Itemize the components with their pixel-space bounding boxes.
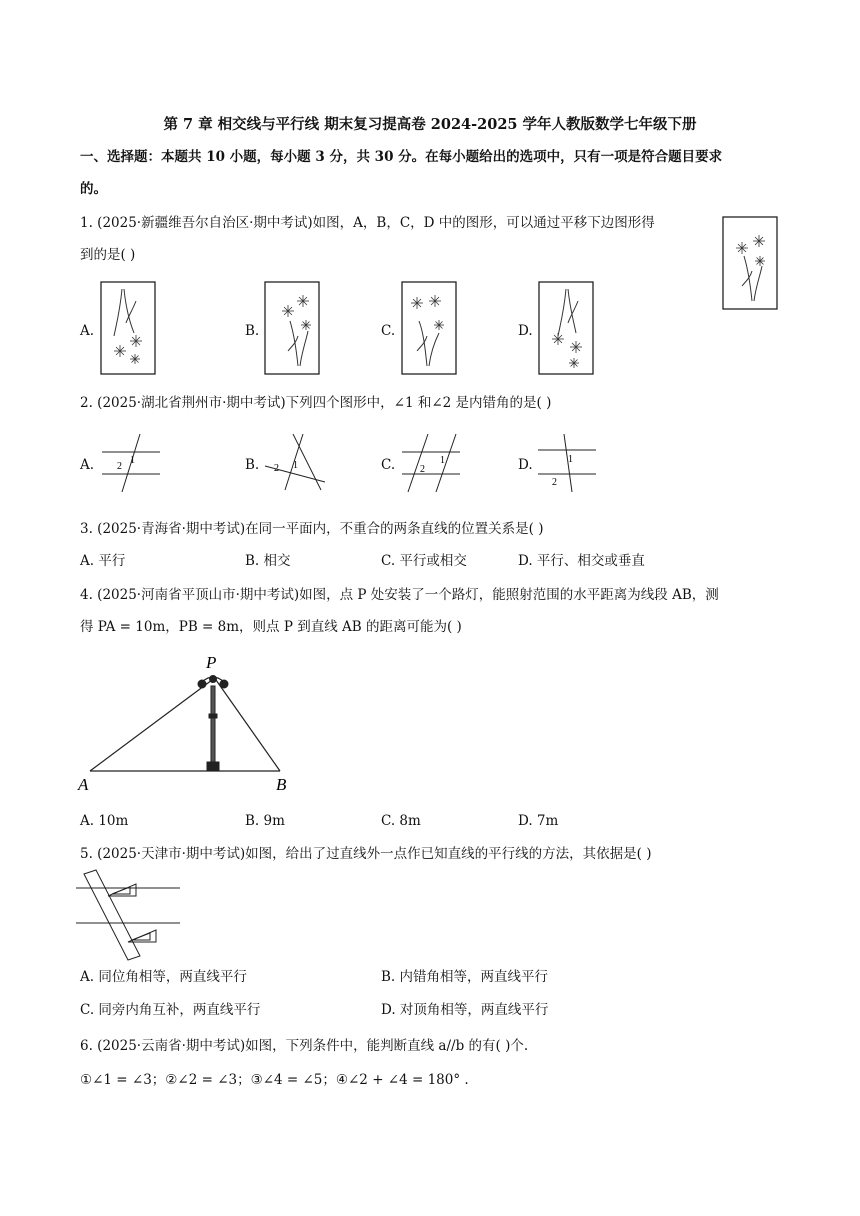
q2b-label-1: 1 [293,460,298,471]
q6-conditions: ①∠1 = ∠3；②∠2 = ∠3；③∠4 = ∠5；④∠2 + ∠4 = 180° . [80,1072,469,1088]
q4-stem-cont: 得 PA = 10m，PB = 8m，则点 P 到直线 AB 的距离可能为( ) [80,619,462,635]
q2-option-c-figure [400,432,462,494]
q5-set-square-figure [76,868,182,962]
q1-reference-figure [722,216,778,310]
q4-option-a[interactable]: A. 10m [80,813,129,829]
section-heading-cont: 的。 [80,181,107,197]
q1-option-c-figure [401,281,457,375]
q6-stem: 6. (2025·云南省·期中考试)如图，下列条件中，能判断直线 a//b 的有( )个. [80,1038,529,1054]
q1-option-d[interactable]: D. [518,323,533,339]
q2-option-b-figure [263,432,327,494]
q4-streetlight-figure [76,652,296,796]
q2-option-a[interactable]: A. [80,457,95,473]
q1-stem: 1. (2025·新疆维吾尔自治区·期中考试)如图，A，B，C，D 中的图形，可以通过平移下边图形得 [80,215,655,231]
q3-option-b[interactable]: B. 相交 [245,553,291,569]
q2-option-a-figure [100,432,162,494]
q4-stem: 4. (2025·河南省平顶山市·期中考试)如图，点 P 处安装了一个路灯，能照射范围的水平距离为线段 AB，测 [80,587,719,603]
q2d-label-1: 1 [568,454,573,465]
q1-option-a[interactable]: A. [80,323,95,339]
q1-stem-cont: 到的是( ) [80,247,136,263]
q2-stem: 2. (2025·湖北省荆州市·期中考试)下列四个图形中，∠1 和∠2 是内错角的是( ) [80,395,552,411]
label-p: P [206,653,217,672]
q5-option-c[interactable]: C. 同旁内角互补，两直线平行 [80,1002,261,1018]
section-heading: 一、选择题：本题共 10 小题，每小题 3 分，共 30 分。在每小题给出的选项中，只有一项是符合题目要求 [80,149,723,165]
q2a-label-1: 1 [130,455,135,466]
q2c-label-2: 2 [420,464,425,475]
q5-option-b[interactable]: B. 内错角相等，两直线平行 [381,969,549,985]
q1-option-d-figure [538,281,594,375]
q5-option-d[interactable]: D. 对顶角相等，两直线平行 [381,1002,549,1018]
page-title: 第 7 章 相交线与平行线 期末复习提高卷 2024-2025 学年人教版数学七年级下册 [163,116,697,133]
q2c-label-1: 1 [440,455,445,466]
q3-option-a[interactable]: A. 平行 [80,553,126,569]
q1-option-c[interactable]: C. [381,323,396,339]
q2d-label-2: 2 [552,477,557,488]
q2-option-c[interactable]: C. [381,457,396,473]
ruler [84,870,140,960]
q3-stem: 3. (2025·青海省·期中考试)在同一平面内，不重合的两条直线的位置关系是( ) [80,521,544,537]
q1-option-a-figure [100,281,156,375]
q1-option-b[interactable]: B. [245,323,260,339]
q2-option-d[interactable]: D. [518,457,533,473]
q4-option-b[interactable]: B. 9m [245,813,285,829]
label-a: A [78,775,89,794]
segment-pa [90,680,212,771]
segment-pb [216,680,280,771]
label-b: B [276,775,287,794]
q2-option-b[interactable]: B. [245,457,260,473]
q3-option-c[interactable]: C. 平行或相交 [381,553,467,569]
q4-option-c[interactable]: C. 8m [381,813,421,829]
q5-stem: 5. (2025·天津市·期中考试)如图，给出了过直线外一点作已知直线的平行线的方法，其依据是( ) [80,846,652,862]
q2a-label-2: 2 [117,461,122,472]
q3-option-d[interactable]: D. 平行、相交或垂直 [518,553,645,569]
q2-option-d-figure [536,432,598,494]
q2b-label-2: 2 [274,463,279,474]
q4-option-d[interactable]: D. 7m [518,813,559,829]
q1-option-b-figure [264,281,320,375]
q5-option-a[interactable]: A. 同位角相等，两直线平行 [80,969,247,985]
